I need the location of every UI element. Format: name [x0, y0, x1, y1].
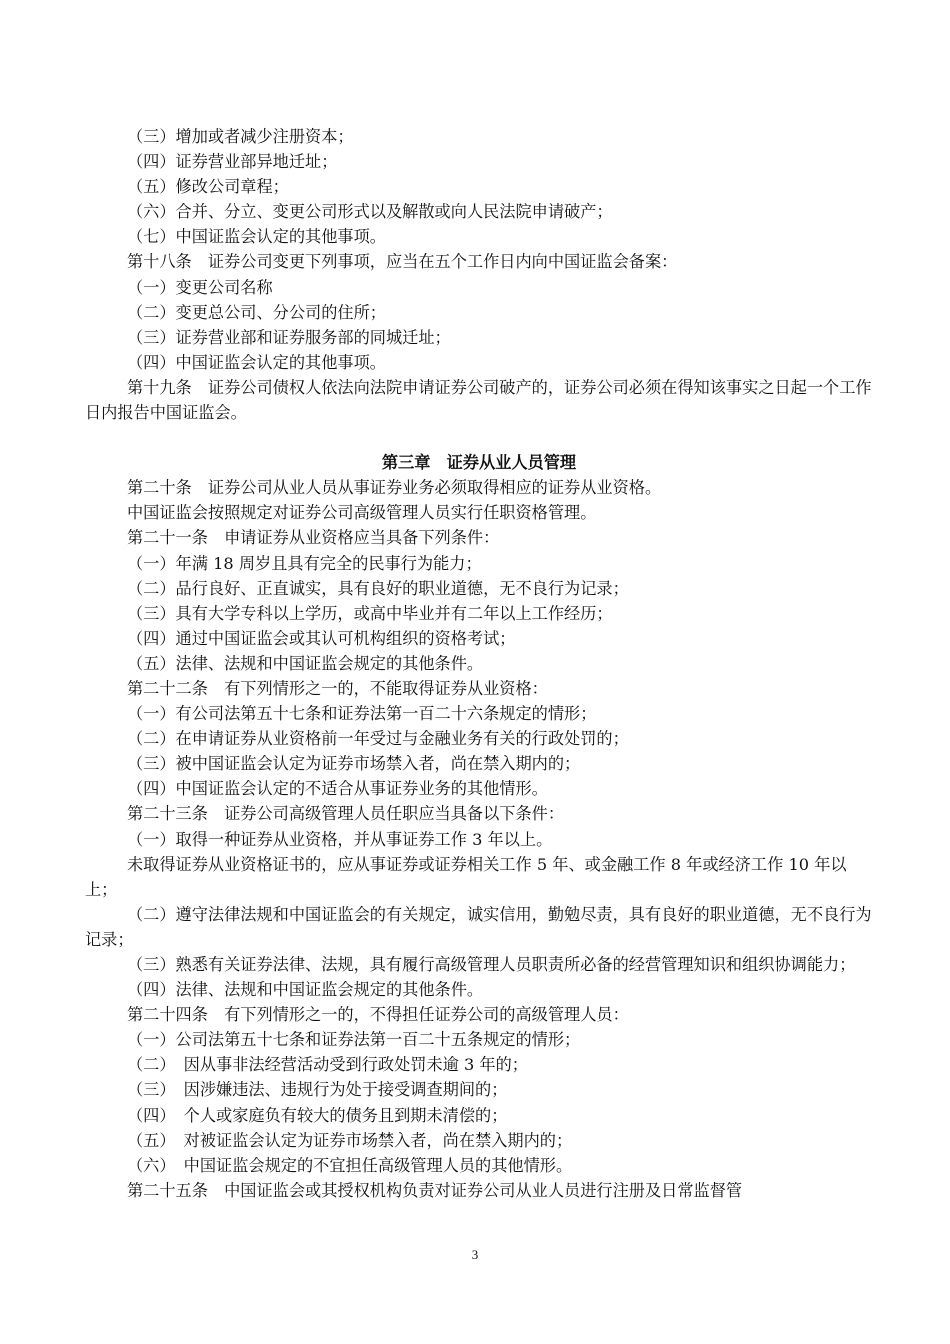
paragraph: 第十九条 证券公司债权人依法向法院申请证券公司破产的，证券公司必须在得知该事实之日起一个工作日内报告中国证监会。: [85, 377, 872, 423]
paragraph: （五）法律、法规和中国证监会规定的其他条件。: [127, 653, 484, 673]
page-number: 3: [471, 1247, 479, 1262]
paragraph: （一）公司法第五十七条和证券法第一百二十五条规定的情形；: [127, 1030, 581, 1050]
paragraph: （七）中国证监会认定的其他事项。: [127, 227, 386, 247]
paragraph: （一）取得一种证券从业资格，并从事证券工作 3 年以上。: [127, 829, 553, 849]
paragraph: 第二十五条 中国证监会或其授权机构负责对证券公司从业人员进行注册及日常监督管: [127, 1180, 743, 1200]
paragraph: （五）修改公司章程；: [127, 177, 289, 197]
paragraph: （三） 因涉嫌违法、违规行为处于接受调查期间的；: [127, 1080, 508, 1100]
paragraph: 中国证监会按照规定对证券公司高级管理人员实行任职资格管理。: [127, 503, 597, 523]
paragraph: 第十八条 证券公司变更下列事项，应当在五个工作日内向中国证监会备案：: [127, 252, 678, 272]
paragraph: 未取得证券从业资格证书的，应从事证券或证券相关工作 5 年、或金融工作 8 年或经济工作 10 年以上；: [85, 854, 847, 899]
paragraph: （六） 中国证监会规定的不宜担任高级管理人员的其他情形。: [127, 1155, 573, 1175]
paragraph: （三）增加或者减少注册资本；: [127, 127, 354, 146]
paragraph: 第二十二条 有下列情形之一的，不能取得证券从业资格：: [127, 678, 548, 698]
paragraph: （四）中国证监会认定的其他事项。: [127, 352, 386, 372]
chapter-heading: 第三章 证券从业人员管理: [381, 453, 577, 473]
paragraph: （四）法律、法规和中国证监会规定的其他条件。: [127, 980, 484, 1000]
paragraph: （二）变更总公司、分公司的住所；: [127, 302, 386, 322]
paragraph: （一）变更公司名称: [127, 277, 273, 297]
paragraph: 第二十四条 有下列情形之一的，不得担任证券公司的高级管理人员：: [127, 1005, 629, 1025]
paragraph: （一）年满 18 周岁且具有完全的民事行为能力；: [127, 553, 482, 573]
paragraph: （二）品行良好、正直诚实，具有良好的职业道德，无不良行为记录；: [127, 578, 629, 598]
paragraph: （六）合并、分立、变更公司形式以及解散或向人民法院申请破产；: [127, 202, 613, 222]
paragraph: （四）中国证监会认定的不适合从事证券业务的其他情形。: [127, 779, 548, 799]
paragraph: （四）证券营业部异地迁址；: [127, 152, 338, 172]
document-body: [85, 124, 873, 1203]
paragraph: 第二十一条 申请证券从业资格应当具备下列条件：: [127, 528, 500, 548]
paragraph: 第二十条 证券公司从业人员从事证券业务必须取得相应的证券从业资格。: [127, 478, 662, 498]
paragraph: （二）遵守法律法规和中国证监会的有关规定，诚实信用，勤勉尽责，具有良好的职业道德，无不良行为记录；: [85, 904, 872, 949]
paragraph: （四） 个人或家庭负有较大的债务且到期未清偿的；: [127, 1105, 508, 1125]
paragraph: （三）证券营业部和证券服务部的同城迁址；: [127, 327, 451, 347]
paragraph: （五） 对被证监会认定为证券市场禁入者，尚在禁入期内的；: [127, 1130, 573, 1150]
paragraph: （三）熟悉有关证券法律、法规，具有履行高级管理人员职责所必备的经营管理知识和组织协调能力；: [127, 955, 856, 974]
paragraph: （四）通过中国证监会或其认可机构组织的资格考试；: [127, 628, 516, 648]
paragraph: （二）在申请证券从业资格前一年受过与金融业务有关的行政处罚的；: [127, 729, 629, 749]
paragraph: （一）有公司法第五十七条和证券法第一百二十六条规定的情形；: [127, 704, 597, 724]
paragraph: （三）被中国证监会认定为证券市场禁入者，尚在禁入期内的；: [127, 754, 581, 774]
section-spacer: [85, 425, 873, 450]
paragraph: （二） 因从事非法经营活动受到行政处罚未逾 3 年的；: [127, 1055, 528, 1075]
paragraph: （三）具有大学专科以上学历，或高中毕业并有二年以上工作经历；: [127, 603, 613, 623]
paragraph: 第二十三条 证券公司高级管理人员任职应当具备以下条件：: [127, 804, 565, 824]
